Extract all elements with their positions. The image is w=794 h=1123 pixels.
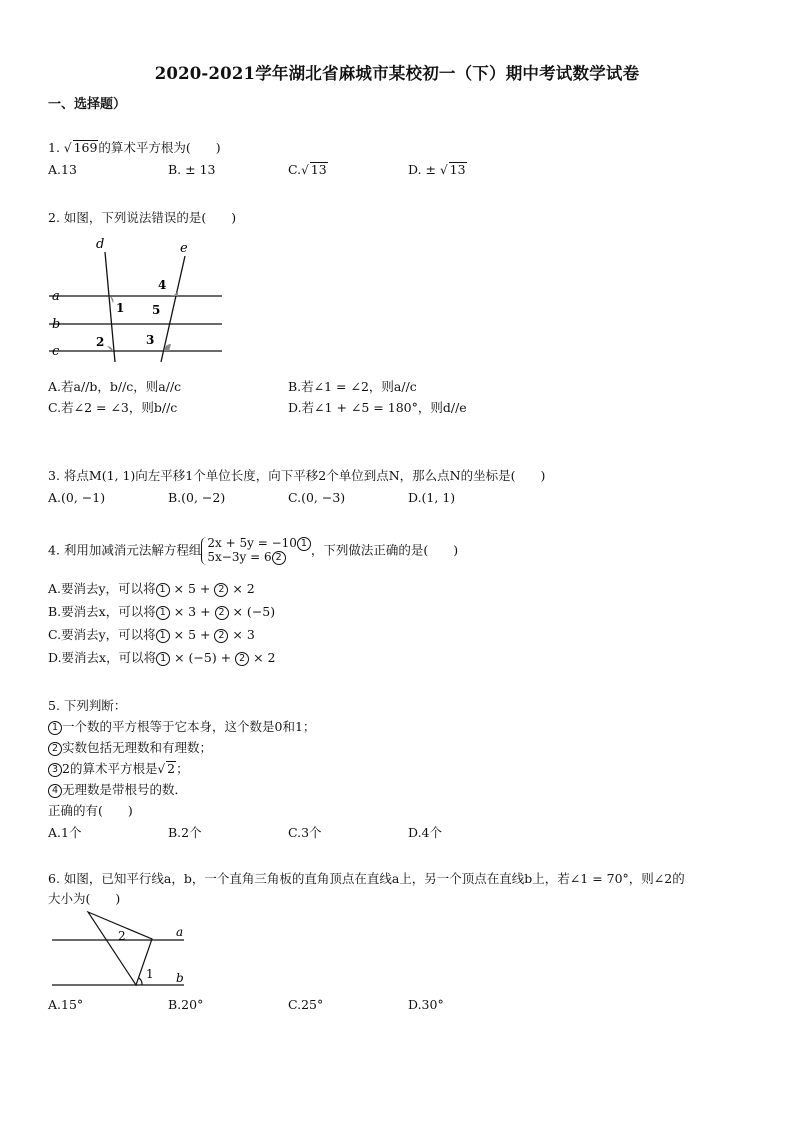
q4-option-a: A.要消去y，可以将 1 × 5 + 2 × 2 [48, 581, 255, 596]
label-1: 1 [146, 967, 154, 981]
radicand: 13 [310, 162, 327, 177]
line-d [105, 252, 115, 362]
stem-text: 的算术平方根为( ) [98, 140, 221, 155]
q2-option-d: D.若∠1 + ∠5 = 180°，则d//e [288, 400, 467, 415]
label-c: c [52, 344, 60, 359]
angle-1-arc [139, 978, 142, 985]
equation-system [201, 537, 311, 565]
sqrt-icon: √ [157, 762, 166, 776]
sqrt-icon: √ [63, 141, 72, 155]
q1-option-d [408, 162, 467, 177]
q5-statement-1: 1 一个数的平方根等于它本身，这个数是0和1； [48, 717, 315, 735]
label-2: 2 [96, 335, 105, 349]
q5-option-b: B.2个 [168, 825, 202, 840]
circled-number: 2 [272, 551, 286, 565]
radicand: 2 [167, 761, 176, 776]
option-label: C. [288, 162, 302, 177]
equation-2: 5x−3y = 6 2 [207, 550, 285, 564]
q6-figure [44, 908, 204, 993]
question-1-stem [48, 138, 221, 156]
circled-number: 2 [214, 583, 228, 597]
circled-number: 2 [215, 606, 229, 620]
radicand: 169 [73, 140, 98, 155]
question-3-stem: 3. 将点M(1, 1)向左平移1个单位长度，向下平移2个单位到点N，那么点N的坐标是( ) [48, 468, 546, 483]
circled-number: 2 [235, 652, 249, 666]
circled-number: 1 [48, 721, 62, 735]
q5-option-c: C.3个 [288, 825, 322, 840]
q1-option-a: A.13 [48, 162, 77, 177]
q3-option-b: B.(0, −2) [168, 490, 226, 505]
question-5-stem: 5. 下列判断： [48, 698, 127, 713]
triangle-ruler [88, 912, 152, 985]
section-heading: 一、选择题） [48, 97, 127, 112]
circled-number: 2 [214, 629, 228, 643]
question-6-stem-line-1: 6. 如图，已知平行线a，b，一个直角三角板的直角顶点在直线a上，另一个顶点在直线b上，若∠1 = 70°，则∠2的 [48, 871, 685, 886]
label-a: a [52, 289, 60, 304]
q5-statement-3: 3 2的算术平方根是√ 2； [48, 759, 189, 777]
q5-option-d: D.4个 [408, 825, 443, 840]
circled-number: 1 [156, 652, 170, 666]
question-number: 1. [48, 140, 64, 155]
q4-option-d: D.要消去x，可以将 1 × (−5) + 2 × 2 [48, 650, 276, 665]
sqrt-icon: √ [439, 163, 448, 177]
q2-option-c: C.若∠2 = ∠3，则b//c [48, 400, 178, 415]
label-5: 5 [152, 303, 161, 317]
q5-ask: 正确的有( ) [48, 803, 133, 818]
radicand: 13 [449, 162, 466, 177]
q6-option-b: B.20° [168, 997, 204, 1012]
stem-text: 4. 利用加减消元法解方程组 [48, 542, 202, 558]
equation-1: 2x + 5y = −10 1 [207, 536, 311, 550]
question-6-stem-line-2: 大小为( ) [48, 891, 121, 906]
label-4: 4 [158, 278, 167, 292]
q5-statement-4: 4 无理数是带根号的数． [48, 780, 187, 798]
label-b: b [52, 317, 61, 332]
stem-text: ，下列做法正确的是( ) [310, 542, 459, 558]
circled-number: 1 [156, 629, 170, 643]
circled-number: 1 [156, 606, 170, 620]
q2-option-a: A.若a//b，b//c，则a//c [48, 379, 182, 394]
label-d: d [96, 237, 105, 252]
angle-2-arc [107, 346, 113, 351]
q4-option-b: B.要消去x，可以将 1 × 3 + 2 × (−5) [48, 604, 276, 619]
circled-number: 2 [48, 742, 62, 756]
q3-option-d: D.(1, 1) [408, 490, 456, 505]
question-2-stem: 2. 如图，下列说法错误的是( ) [48, 210, 237, 225]
label-e: e [180, 241, 188, 256]
circled-number: 1 [297, 537, 311, 551]
circled-number: 1 [156, 583, 170, 597]
q4-option-c: C.要消去y，可以将 1 × 5 + 2 × 3 [48, 627, 255, 642]
question-4-stem [48, 537, 458, 565]
q1-option-c [288, 162, 328, 177]
q2-figure [44, 234, 234, 369]
q6-option-c: C.25° [288, 997, 324, 1012]
q1-option-b: B. ± 13 [168, 162, 216, 177]
q5-option-a: A.1个 [48, 825, 82, 840]
q6-option-a: A.15° [48, 997, 84, 1012]
option-label: D. ± [408, 162, 440, 177]
exam-title: 2020-2021学年湖北省麻城市某校初一（下）期中考试数学试卷 [154, 64, 640, 83]
q3-option-c: C.(0, −3) [288, 490, 346, 505]
label-1: 1 [116, 301, 125, 315]
label-3: 3 [146, 333, 155, 347]
q3-option-a: A.(0, −1) [48, 490, 106, 505]
q6-option-d: D.30° [408, 997, 444, 1012]
label-a: a [176, 925, 184, 939]
line-e [161, 256, 185, 362]
label-b: b [176, 971, 184, 985]
label-2: 2 [118, 929, 126, 943]
q2-option-b: B.若∠1 = ∠2，则a//c [288, 379, 417, 394]
q5-statement-2: 2 实数包括无理数和有理数； [48, 738, 212, 756]
circled-number: 3 [48, 763, 62, 777]
sqrt-icon: √ [301, 163, 309, 177]
circled-number: 4 [48, 784, 62, 798]
